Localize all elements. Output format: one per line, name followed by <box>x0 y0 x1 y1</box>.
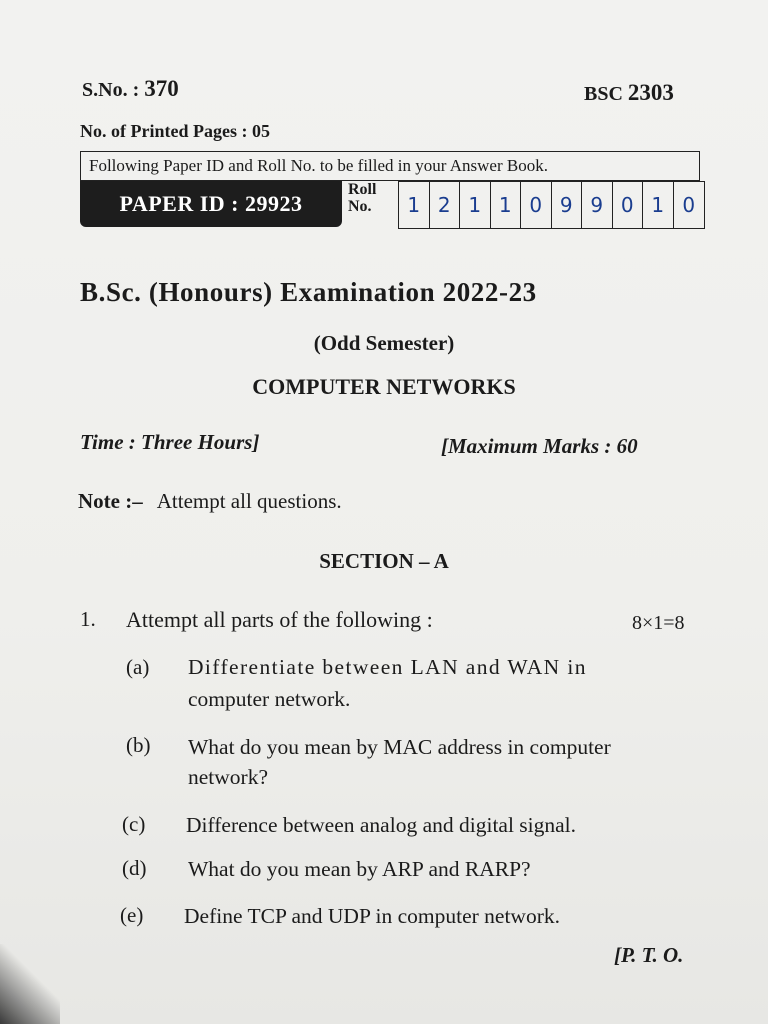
roll-digit: 0 <box>521 182 552 228</box>
roll-digit: 2 <box>430 182 461 228</box>
paper-id-box <box>80 151 704 231</box>
part-text: Define TCP and UDP in computer network. <box>184 904 560 928</box>
part-text: Differentiate between LAN and WAN in <box>188 655 587 679</box>
part-text-continued: network? <box>188 765 268 789</box>
page-shadow <box>0 944 60 1024</box>
serial-number: S.No. : 370 <box>82 76 179 101</box>
part-text: Difference between analog and digital signal. <box>186 813 577 837</box>
part-text-continued: computer network. <box>188 687 351 711</box>
note-label: Note :– <box>78 489 143 513</box>
roll-digit: 0 <box>682 193 696 217</box>
roll-digit: 1 <box>460 182 491 228</box>
question-number: 1. <box>80 607 96 631</box>
course-code: BSC 2303 <box>584 80 674 105</box>
serial-number-value: 370 <box>144 76 179 101</box>
roll-number-label: Roll No. <box>348 181 377 215</box>
part-label: (d) <box>122 856 147 880</box>
part-label: (e) <box>120 903 144 927</box>
roll-digit: 1 <box>399 182 430 228</box>
roll-digit: 1 <box>643 182 674 228</box>
exam-title: B.Sc. (Honours) Examination 2022-23 <box>80 277 537 307</box>
semester: (Odd Semester) <box>313 331 455 355</box>
roll-digit: 9 <box>582 182 613 228</box>
part-label: (b) <box>126 733 151 757</box>
roll-digit: 9 <box>552 182 583 228</box>
part-text: What do you mean by MAC address in computer <box>188 735 611 759</box>
subject-title: COMPUTER NETWORKS <box>252 374 516 399</box>
maximum-marks: [Maximum Marks : 60 <box>441 434 638 458</box>
part-label: (a) <box>126 655 150 679</box>
question-marks: 8×1=8 <box>632 612 685 634</box>
part-text: What do you mean by ARP and RARP? <box>188 857 531 881</box>
instruction-note <box>78 489 342 514</box>
time-allowed: Time : Three Hours] <box>80 430 260 454</box>
course-code-number: 2303 <box>627 80 674 105</box>
roll-digit: 1 <box>491 182 522 228</box>
paper-id-badge: PAPER ID : 29923 <box>80 181 342 227</box>
part-label: (c) <box>122 812 146 836</box>
printed-pages: No. of Printed Pages : 05 <box>80 121 270 141</box>
answer-book-notice: Following Paper ID and Roll No. to be filled in your Answer Book. <box>80 151 700 181</box>
please-turn-over: [P. T. O. <box>614 943 684 967</box>
note-text: Attempt all questions. <box>156 489 342 513</box>
roll-number-cells <box>398 181 705 229</box>
roll-digit: 0 <box>613 182 644 228</box>
question-text: Attempt all parts of the following : <box>126 607 433 632</box>
section-heading: SECTION – A <box>319 549 449 573</box>
